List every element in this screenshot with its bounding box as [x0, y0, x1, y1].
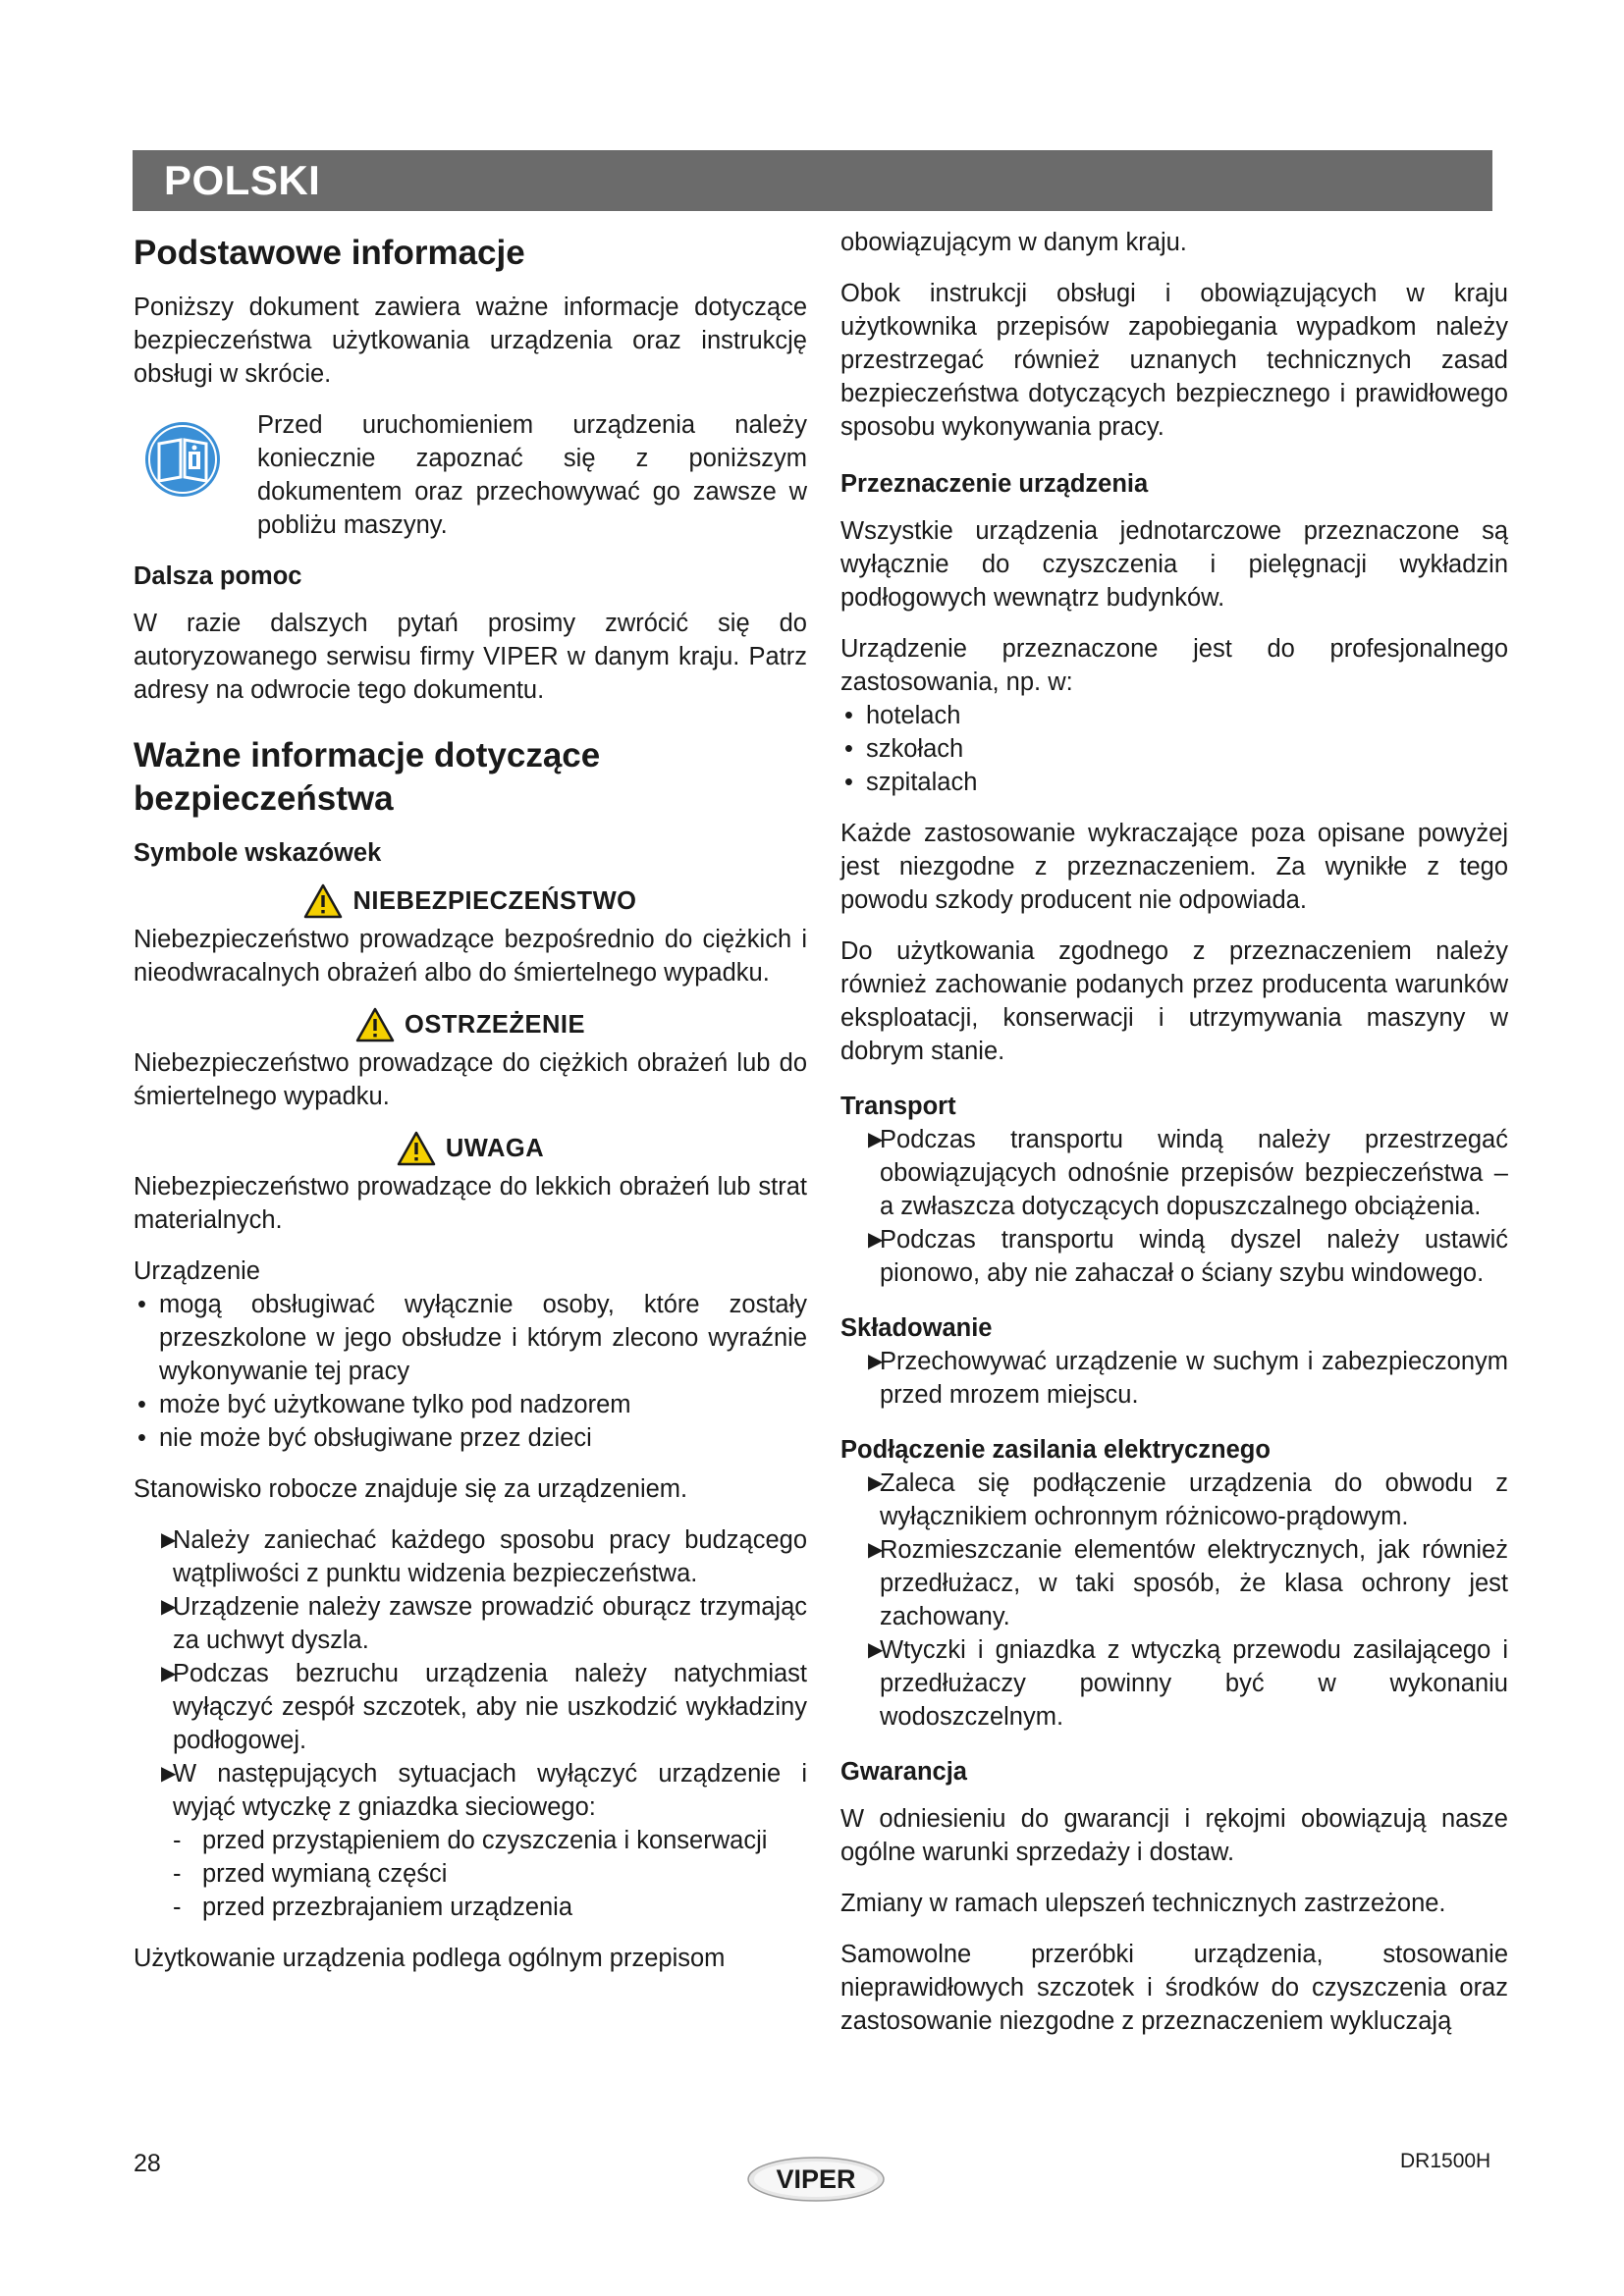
transport-list — [840, 1123, 1508, 1290]
list-item: ▶ Podczas transportu windą dyszel należy ustawić pionowo, aby nie zahaczał o ściany szybu windowego. — [880, 1223, 1508, 1290]
arrow-right-icon: ▶ — [161, 1596, 177, 1618]
danger-text: Niebezpieczeństwo prowadzące bezpośrednio do ciężkich i nieodwracalnych obrażeń albo do śmiertelnego wypadku. — [134, 926, 807, 987]
list-item: • mogą obsługiwać wyłącznie osoby, które zostały przeszkolone w jego obsłudze i którym zlecono wyraźnie wykonywanie tej pracy — [134, 1288, 807, 1388]
list-item: • szpitalach — [840, 766, 1508, 799]
heading-transport: Transport — [840, 1093, 956, 1120]
rules-paragraph: Obok instrukcji obsługi i obowiązujących w kraju użytkownika przepisów zapobiegania wypadkom należy przestrzegać również uznanych technicznych zasad bezpieczeństwa dotyczących bezpiecznego i prawidłowego sposobu wykonywania pracy. — [840, 280, 1508, 441]
warning-triangle-icon — [355, 1007, 395, 1042]
warning-triangle-icon — [397, 1131, 436, 1166]
disconnect-dash-list — [134, 1824, 807, 1924]
heading-storage: Składowanie — [840, 1314, 993, 1342]
regulations-paragraph: Użytkowanie urządzenia podlega ogólnym przepisom — [134, 1945, 726, 1972]
model-number: DR1500H — [1400, 2150, 1491, 2172]
list-item: - przed wymianą części — [173, 1857, 807, 1891]
page-number: 28 — [134, 2150, 161, 2177]
safety-arrow-list — [134, 1523, 807, 1824]
warning-text: Niebezpieczeństwo prowadzące do ciężkich obrażeń lub do śmiertelnego wypadku. — [134, 1049, 807, 1110]
arrow-right-icon: ▶ — [161, 1529, 177, 1551]
list-item: • może być użytkowane tylko pod nadzorem — [134, 1388, 807, 1421]
list-item: ▶ Zaleca się podłączenie urządzenia do obwodu z wyłącznikiem ochronnym różnicowo-prądowym. — [880, 1467, 1508, 1533]
continued-paragraph: obowiązującym w danym kraju. — [840, 229, 1187, 256]
svg-text:VIPER: VIPER — [776, 2164, 856, 2194]
arrow-right-icon: ▶ — [161, 1763, 177, 1785]
read-manual-icon — [143, 420, 222, 499]
list-item: ▶ Rozmieszczanie elementów elektrycznych, jak również przedłużacz, w taki sposób, że klasa ochrony jest zachowany. — [880, 1533, 1508, 1633]
list-item: ▶ Podczas bezruchu urządzenia należy natychmiast wyłączyć zespół szczotek, aby nie uszkodzić wykładziny podłogowej. — [173, 1657, 807, 1757]
storage-list — [840, 1345, 1508, 1412]
purpose-paragraph-4: Do użytkowania zgodnego z przeznaczeniem należy również zachowanie podanych przez producenta warunków eksploatacji, konserwacji i utrzymywania maszyny w dobrym stanie. — [840, 937, 1508, 1065]
list-item: • szkołach — [840, 732, 1508, 766]
list-item: ▶ Wtyczki i gniazdka z wtyczką przewodu zasilającego i przedłużaczy powinny być w wykonaniu wodoszczelnym. — [880, 1633, 1508, 1734]
caution-label: UWAGA — [445, 1135, 545, 1162]
power-list — [840, 1467, 1508, 1734]
warranty-paragraph-2: Zmiany w ramach ulepszeń technicznych zastrzeżone. — [840, 1890, 1446, 1917]
warning-label: OSTRZEŻENIE — [404, 1011, 585, 1039]
heading-power-connection: Podłączenie zasilania elektrycznego — [840, 1436, 1271, 1464]
list-item: ▶ Należy zaniechać każdego sposobu pracy budzącego wątpliwości z punktu widzenia bezpieczeństwa. — [173, 1523, 807, 1590]
danger-label: NIEBEZPIECZEŃSTWO — [352, 887, 637, 915]
list-item: ▶ Przechowywać urządzenie w suchym i zabezpieczonym przed mrozem miejscu. — [880, 1345, 1508, 1412]
manual-notice — [134, 408, 807, 542]
manual-notice-text: Przed uruchomieniem urządzenia należy koniecznie zapoznać się z poniższym dokumentem oraz przechowywać go zawsze w pobliżu maszyny. — [257, 411, 807, 539]
warranty-paragraph-3: Samowolne przeróbki urządzenia, stosowanie nieprawidłowych szczotek i środków do czyszczenia oraz zastosowanie niezgodne z przeznaczeniem wykluczają — [840, 1941, 1508, 2035]
workstation-paragraph: Stanowisko robocze znajduje się za urządzeniem. — [134, 1475, 688, 1503]
arrow-right-icon: ▶ — [868, 1639, 884, 1661]
device-label: Urządzenie — [134, 1257, 260, 1285]
arrow-right-icon: ▶ — [868, 1129, 884, 1150]
list-item: - przed przezbrajaniem urządzenia — [173, 1891, 807, 1924]
arrow-right-icon: ▶ — [868, 1539, 884, 1561]
arrow-right-icon: ▶ — [868, 1351, 884, 1372]
intro-paragraph: Poniższy dokument zawiera ważne informacje dotyczące bezpieczeństwa użytkowania urządzenia oraz instrukcję obsługi w skrócie. — [134, 294, 807, 388]
arrow-right-icon: ▶ — [868, 1472, 884, 1494]
list-item: • nie może być obsługiwane przez dzieci — [134, 1421, 807, 1455]
heading-symbols: Symbole wskazówek — [134, 839, 382, 867]
language-banner: POLSKI — [133, 150, 1492, 211]
viper-logo — [746, 2156, 886, 2203]
list-item: • hotelach — [840, 699, 1508, 732]
heading-safety: Ważne informacje dotyczące bezpieczeństwa — [134, 736, 601, 818]
heading-warranty: Gwarancja — [840, 1758, 967, 1786]
right-column — [840, 226, 1508, 2056]
list-item: - przed przystąpieniem do czyszczenia i konserwacji — [173, 1824, 807, 1857]
arrow-right-icon: ▶ — [161, 1663, 177, 1684]
caution-text: Niebezpieczeństwo prowadzące do lekkich obrażeń lub strat materialnych. — [134, 1173, 807, 1234]
warning-triangle-icon — [303, 883, 343, 919]
list-item: ▶ Urządzenie należy zawsze prowadzić oburącz trzymając za uchwyt dyszla. — [173, 1590, 807, 1657]
purpose-list — [840, 699, 1508, 799]
purpose-paragraph-3: Każde zastosowanie wykraczające poza opisane powyżej jest niezgodne z przeznaczeniem. Za wynikłe z tego powodu szkody producent nie odpowiada. — [840, 820, 1508, 914]
heading-intended-use: Przeznaczenie urządzenia — [840, 470, 1149, 498]
left-column — [134, 226, 807, 1993]
help-paragraph: W razie dalszych pytań prosimy zwrócić się do autoryzowanego serwisu firmy VIPER w danym kraju. Patrz adresy na odwrocie tego dokumentu. — [134, 610, 807, 704]
list-item: ▶ Podczas transportu windą należy przestrzegać obowiązujących odnośnie przepisów bezpieczeństwa – a zwłaszcza dotyczących dopuszczalnego obciążenia. — [880, 1123, 1508, 1223]
warranty-paragraph-1: W odniesieniu do gwarancji i rękojmi obowiązują nasze ogólne warunki sprzedaży i dostaw. — [840, 1805, 1508, 1866]
purpose-paragraph-1: Wszystkie urządzenia jednotarczowe przeznaczone są wyłącznie do czyszczenia i pielęgnacji wykładzin podłogowych wewnątrz budynków. — [840, 517, 1508, 612]
warning-heading — [134, 1007, 807, 1042]
heading-basic-info: Podstawowe informacje — [134, 234, 525, 272]
caution-heading — [134, 1131, 807, 1166]
list-item: ▶ W następujących sytuacjach wyłączyć urządzenie i wyjąć wtyczkę z gniazdka sieciowego: — [173, 1757, 807, 1824]
danger-heading — [134, 883, 807, 919]
arrow-right-icon: ▶ — [868, 1229, 884, 1251]
device-list — [134, 1288, 807, 1455]
heading-further-help: Dalsza pomoc — [134, 562, 302, 590]
purpose-paragraph-2: Urządzenie przeznaczone jest do profesjonalnego zastosowania, np. w: — [840, 635, 1508, 696]
